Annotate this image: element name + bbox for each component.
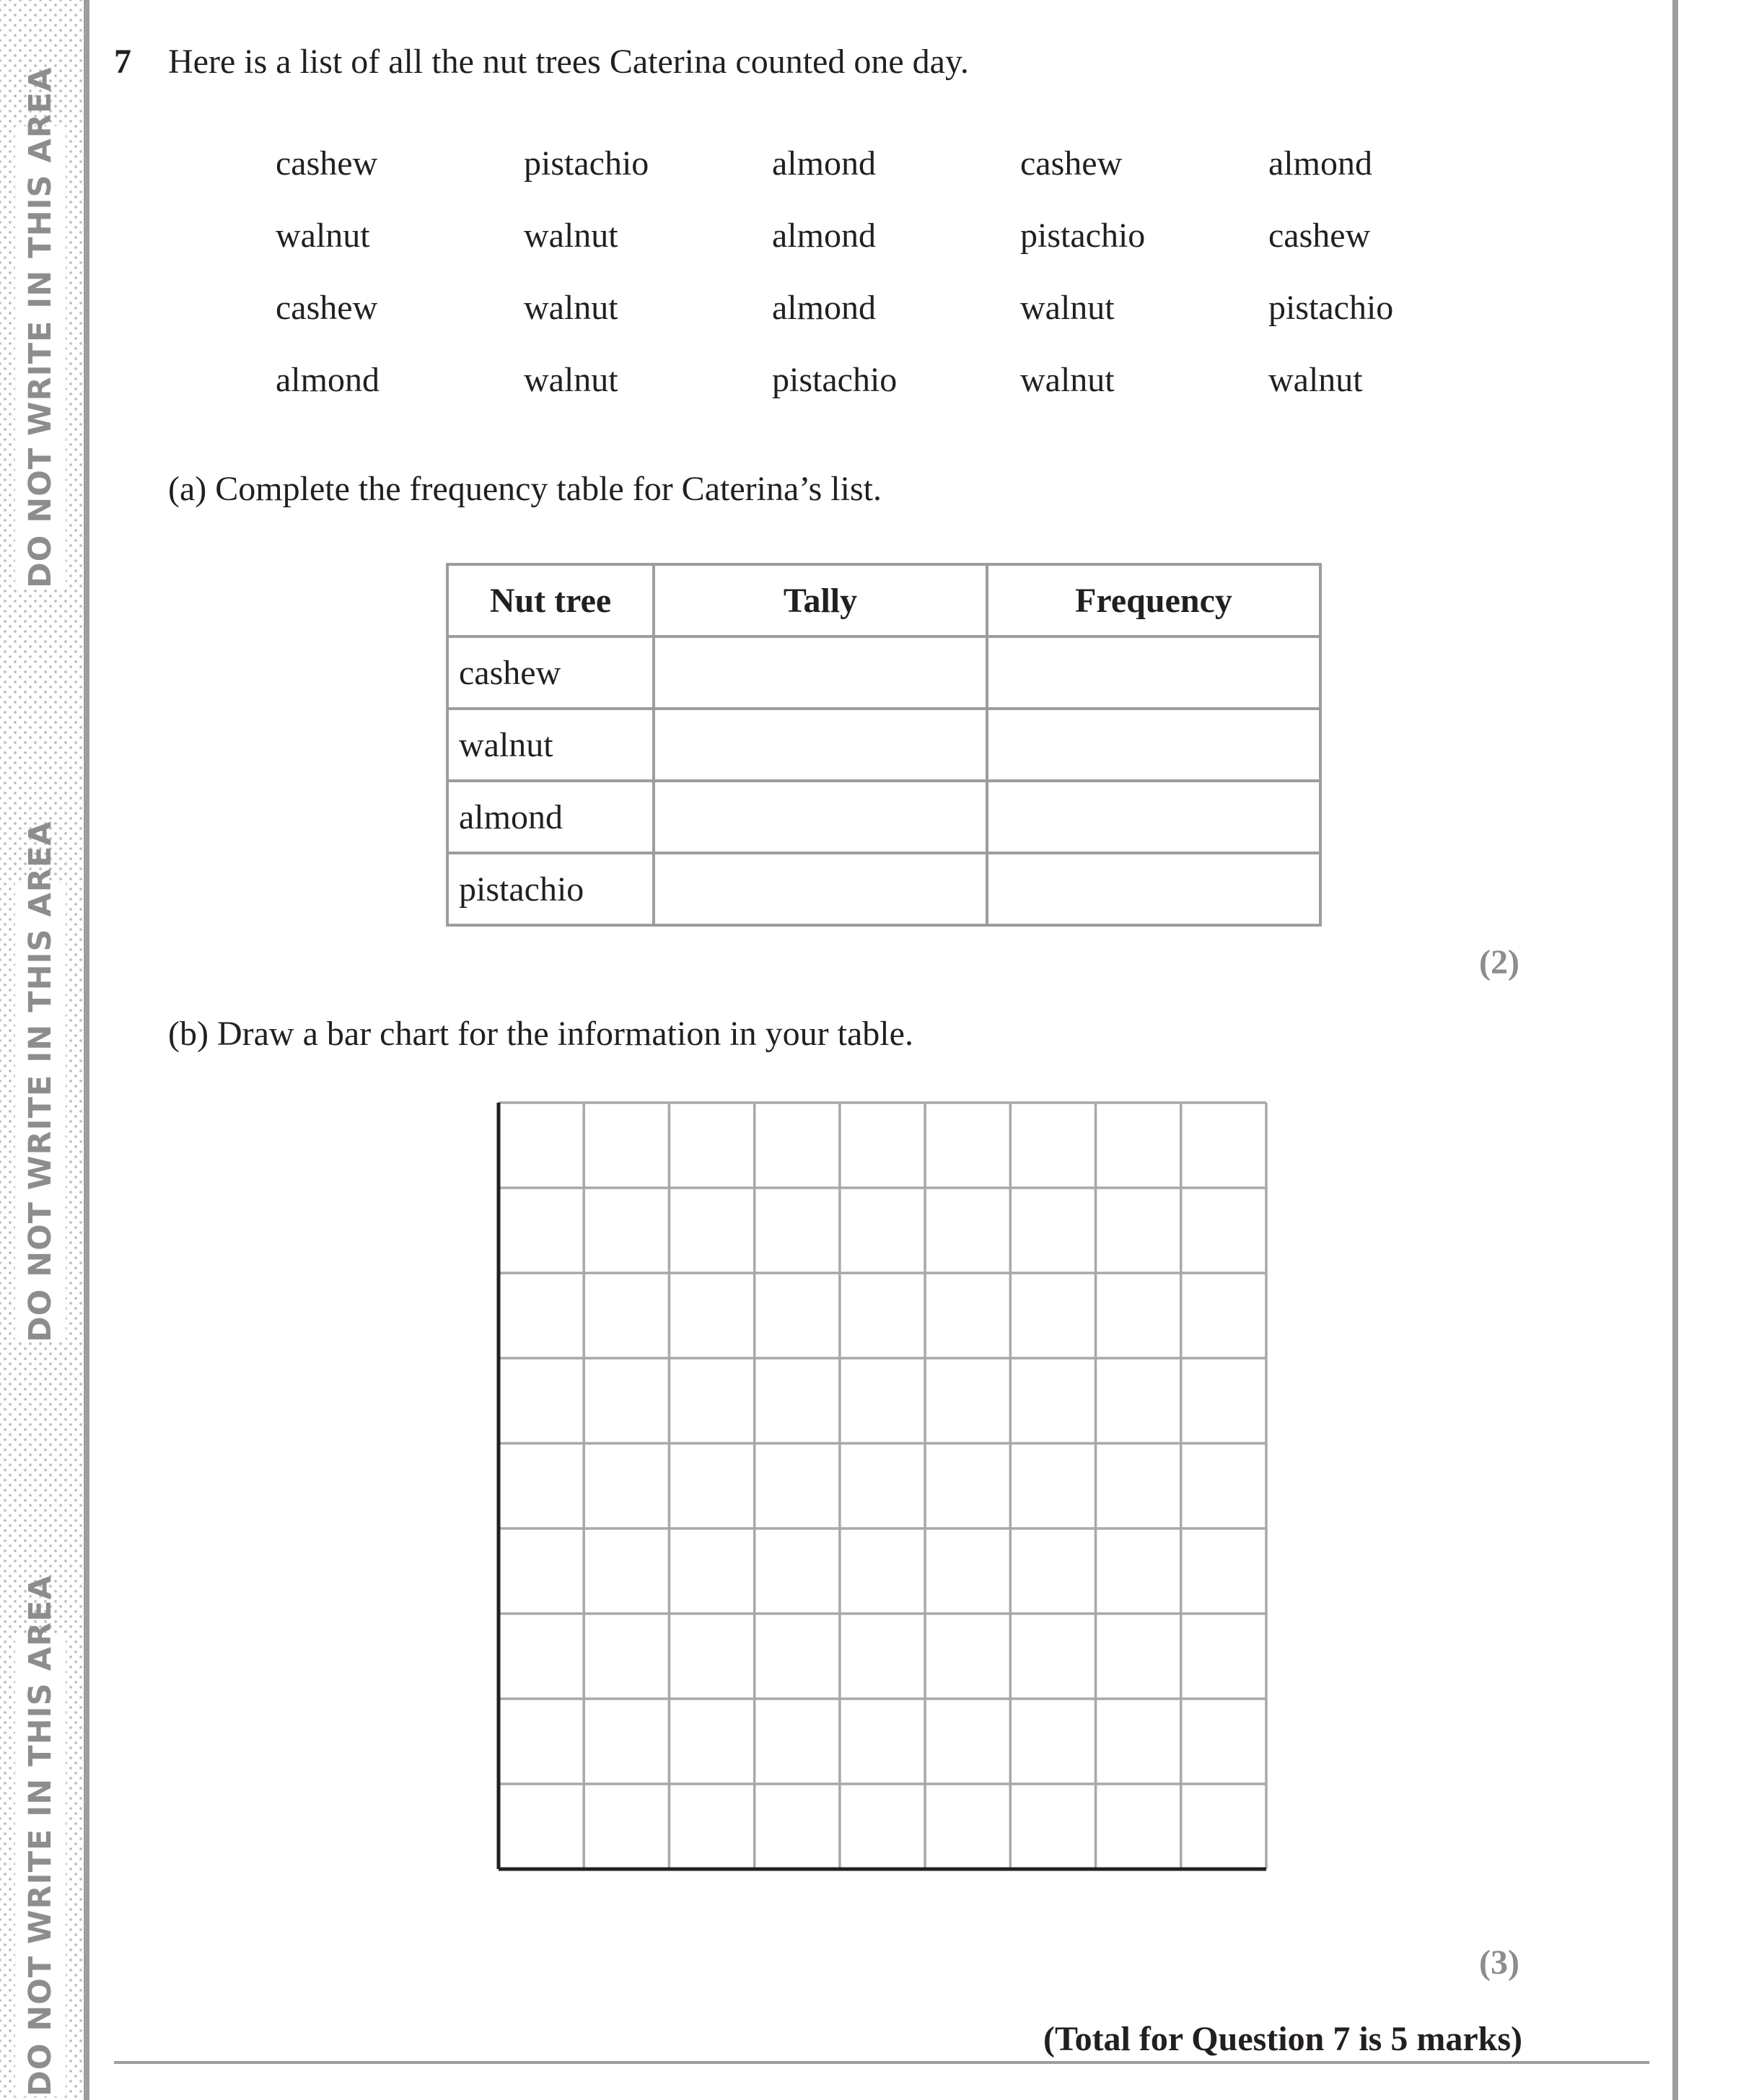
table-row bbox=[447, 853, 1320, 925]
table-row bbox=[447, 709, 1320, 781]
nut-list-item: cashew bbox=[276, 289, 378, 327]
do-not-write-warning: DO NOT WRITE IN THIS AREA bbox=[15, 880, 66, 1342]
nut-list-item: almond bbox=[772, 216, 876, 255]
nut-list-item: walnut bbox=[1020, 361, 1115, 399]
margin-border bbox=[84, 0, 89, 2100]
part-a-prompt: (a) Complete the frequency table for Caterina’s list. bbox=[168, 470, 882, 508]
tally-answer-cell[interactable] bbox=[654, 853, 987, 925]
tally-answer-cell[interactable] bbox=[654, 636, 987, 709]
nut-tree-cell: walnut bbox=[447, 709, 654, 781]
nut-list-item: almond bbox=[276, 361, 380, 399]
do-not-write-warning: DO NOT WRITE IN THIS AREA bbox=[15, 1635, 66, 2096]
question-stem: Here is a list of all the nut trees Caterina counted one day. bbox=[168, 43, 969, 81]
question-total: (Total for Question 7 is 5 marks) bbox=[1043, 2020, 1522, 2058]
footer-divider bbox=[114, 2061, 1649, 2064]
nut-list-item: pistachio bbox=[524, 144, 649, 183]
nut-list-item: pistachio bbox=[1020, 216, 1146, 255]
tally-answer-cell[interactable] bbox=[654, 709, 987, 781]
frequency-answer-cell[interactable] bbox=[987, 781, 1320, 853]
nut-list-item: cashew bbox=[1020, 144, 1123, 183]
header-tally: Tally bbox=[654, 564, 987, 636]
frequency-answer-cell[interactable] bbox=[987, 709, 1320, 781]
nut-tree-cell: almond bbox=[447, 781, 654, 853]
nut-list-item: almond bbox=[1268, 144, 1372, 183]
nut-tree-list bbox=[276, 139, 1517, 427]
nut-list-item: pistachio bbox=[1268, 289, 1394, 327]
nut-list-item: walnut bbox=[524, 216, 618, 255]
nut-list-item: walnut bbox=[1020, 289, 1115, 327]
part-b-prompt: (b) Draw a bar chart for the information in your table. bbox=[168, 1015, 913, 1053]
frequency-table bbox=[446, 563, 1322, 927]
part-a-marks: (2) bbox=[1479, 943, 1519, 981]
page-right-border bbox=[1672, 0, 1678, 2100]
nut-tree-cell: pistachio bbox=[447, 853, 654, 925]
tally-answer-cell[interactable] bbox=[654, 781, 987, 853]
bar-chart-grid[interactable] bbox=[496, 1101, 1268, 1871]
question-number: 7 bbox=[114, 43, 131, 81]
header-frequency: Frequency bbox=[987, 564, 1320, 636]
nut-list-item: walnut bbox=[524, 361, 618, 399]
table-row bbox=[447, 781, 1320, 853]
nut-list-item: walnut bbox=[524, 289, 618, 327]
nut-list-item: walnut bbox=[276, 216, 370, 255]
frequency-answer-cell[interactable] bbox=[987, 853, 1320, 925]
table-row bbox=[447, 636, 1320, 709]
nut-list-item: almond bbox=[772, 289, 876, 327]
header-nut-tree: Nut tree bbox=[447, 564, 654, 636]
frequency-answer-cell[interactable] bbox=[987, 636, 1320, 709]
nut-list-item: almond bbox=[772, 144, 876, 183]
nut-tree-cell: cashew bbox=[447, 636, 654, 709]
do-not-write-warning: DO NOT WRITE IN THIS AREA bbox=[15, 126, 66, 588]
nut-list-item: cashew bbox=[1268, 216, 1371, 255]
part-b-marks: (3) bbox=[1479, 1943, 1519, 1982]
nut-list-item: cashew bbox=[276, 144, 378, 183]
nut-list-item: pistachio bbox=[772, 361, 898, 399]
nut-list-item: walnut bbox=[1268, 361, 1363, 399]
